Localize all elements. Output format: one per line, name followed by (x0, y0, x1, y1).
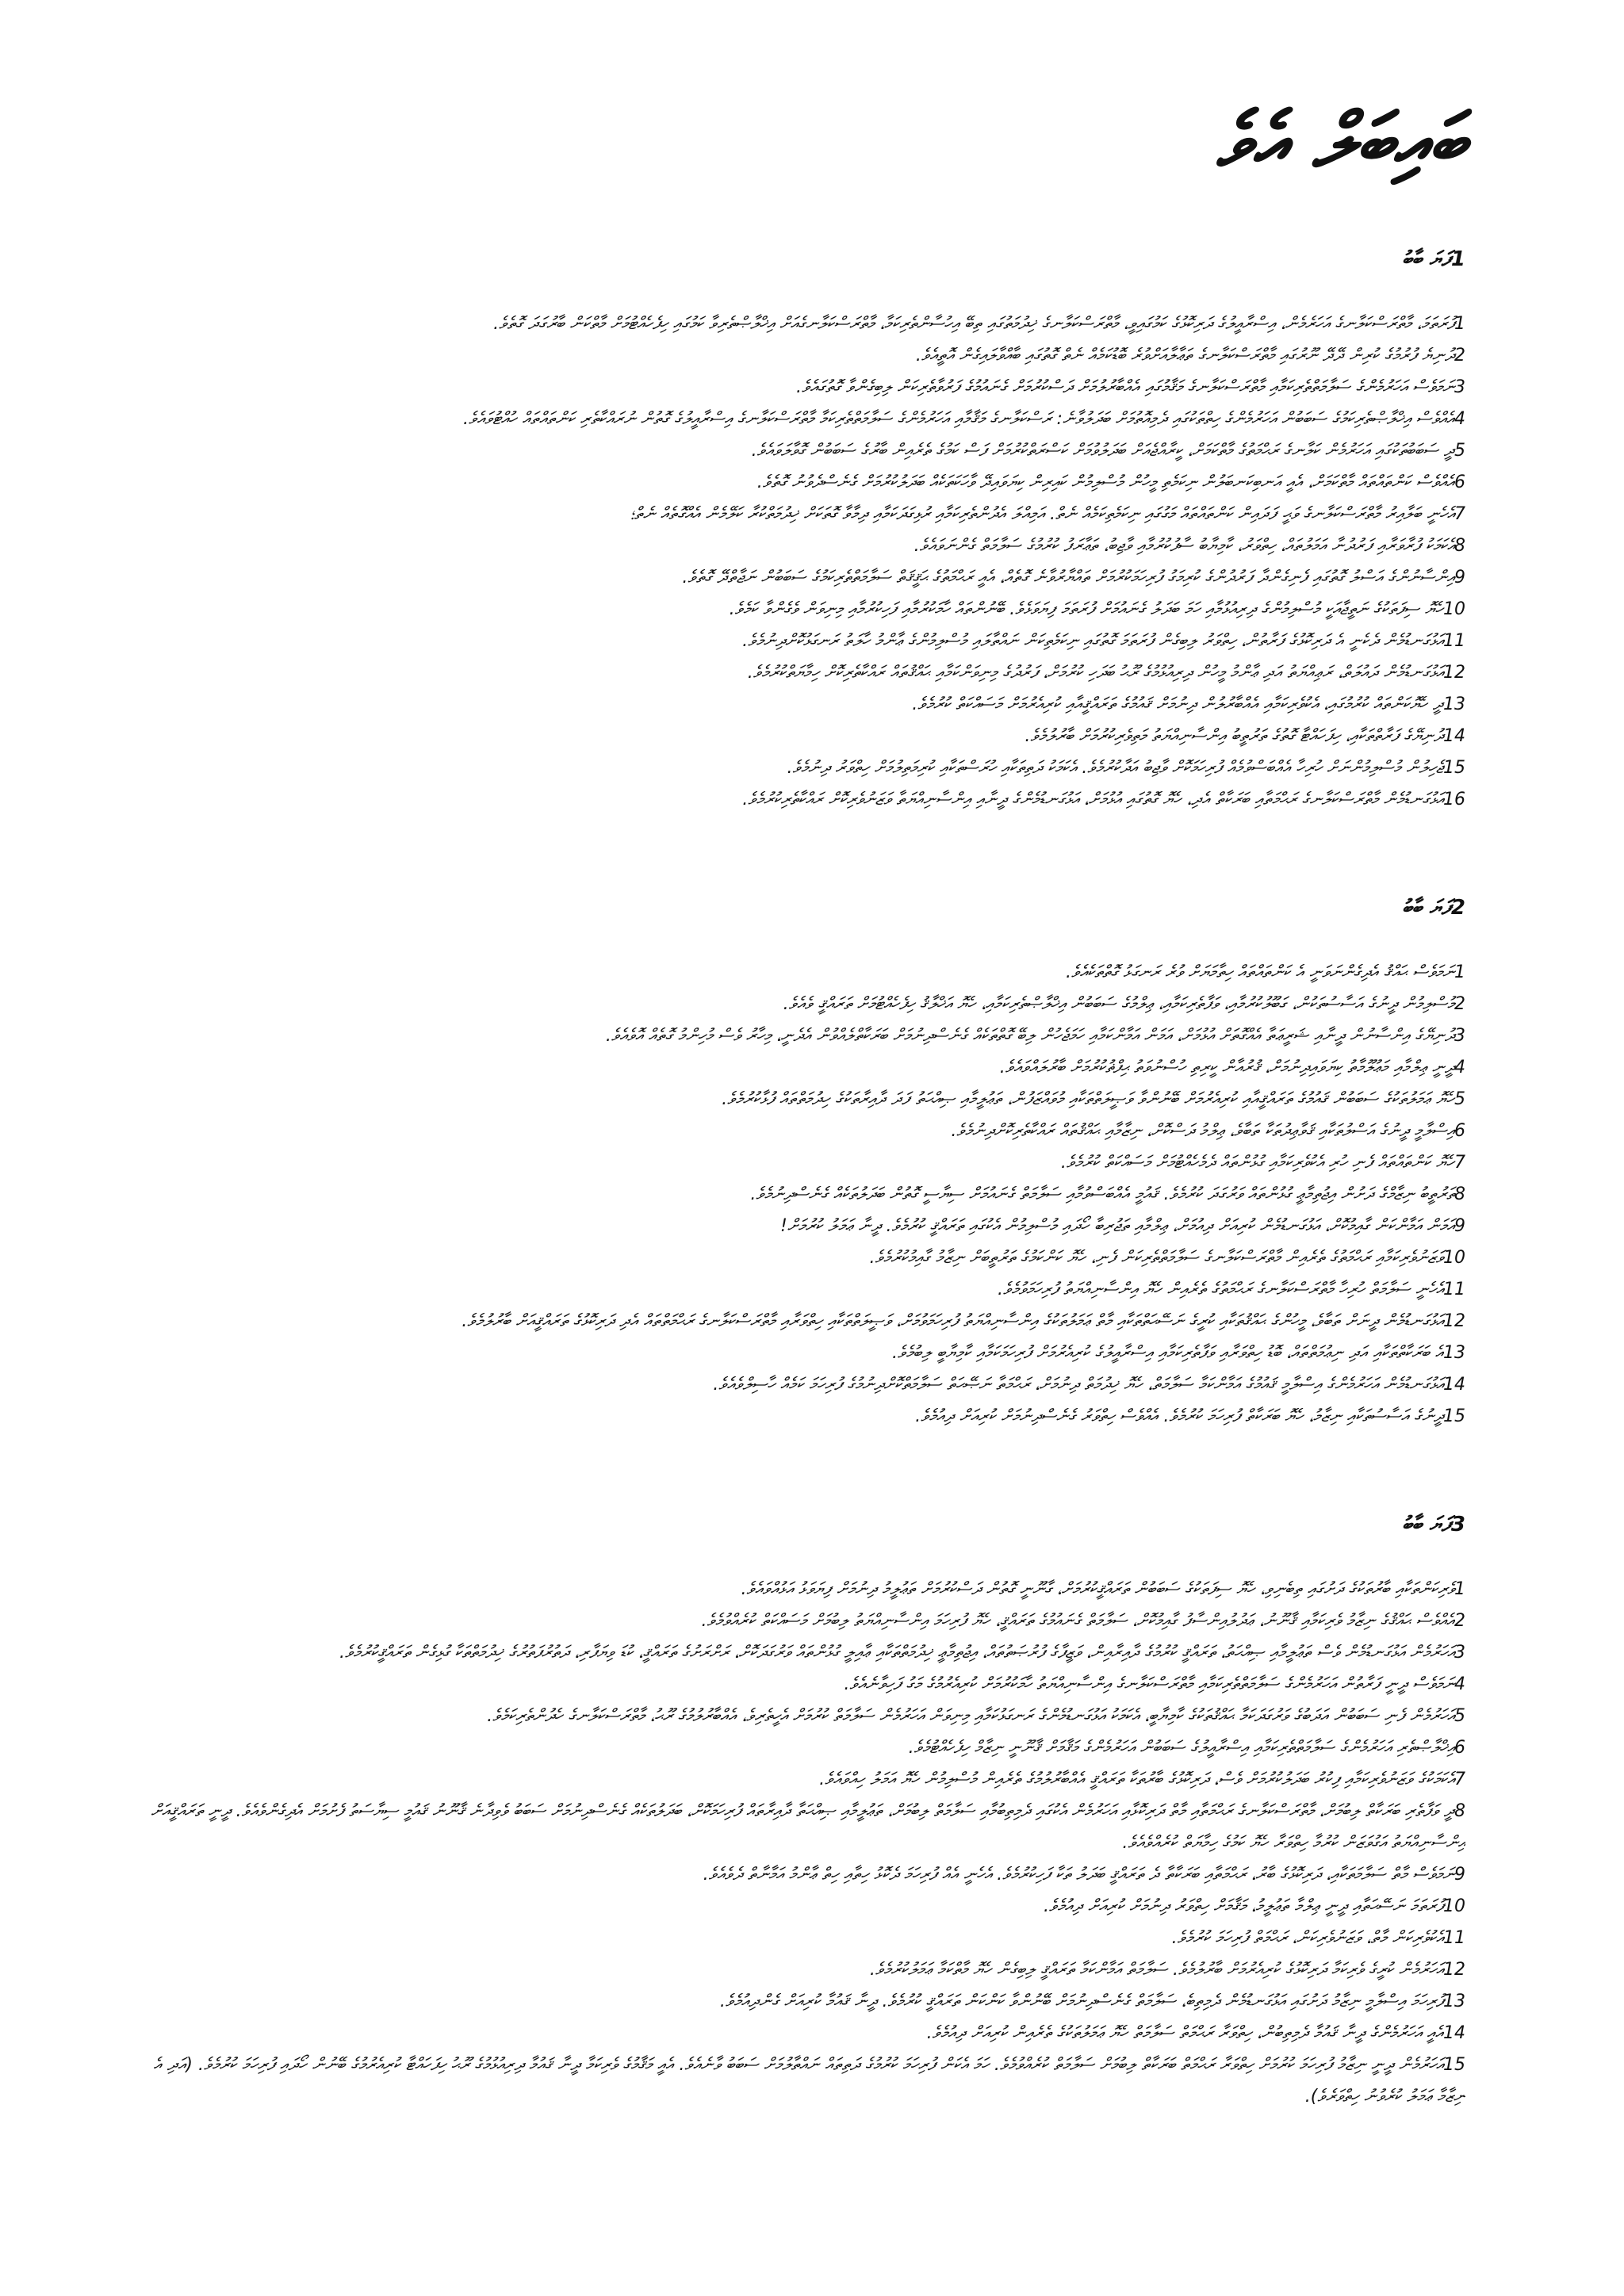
verse: 15ދީނުގެ އަސާސުތަކާއި ނިޒާމު، ހެޔޮ ބަރަކާތް ފުރިހަމަ ކުރުމެވެ. އެއްވެސް ހިތްވަރު ގެނެސްދިނުމަށް ކުރިއަށް ދިއުމެވެ. (915, 1406, 1465, 1426)
verse: 9އަމަން އަމާންކަން ގާއިމުކޮށް، އަޅުގަނޑުމެން ކުރިއަށް ދިއުމަށް، ޢިލްމާއި ތަޖުރިބާ ހޯދައި މުސްލިމުން އެކުގައި ތަރައްޤީ ކުރުމެވެ. ދީނާ ޢަމަލު ކުރުމަށް! (780, 1216, 1465, 1236)
verse: 12އަޅުގަނޑުމެން ދައުލަތް، ރަޢިއްޔަތު އަދި ޢާންމު މީހުން ދިރިއުޅުމުގެ ރޫޙު ބަދަހި ކުރުމަށް، ފަރުދުގެ މިނިވަންކަމާއި ޙައްޤުތައް ރައްކާތެރިކޮށް ހިމާޔަތްކުރުމެވެ. (747, 663, 1465, 683)
verse: 5އަހަރުމެން ފެނި ސަބަބުން އަދަބުގެ ވަރުގަދަކަމާ ޙައްޤުތަކުގެ ކާމިޔާބީ، އެކަމަކު އަޅުގަނޑުމެންގެ ރަނގަޅުކަމާއި މިނިވަން އަހަރުމެން ސަލާމަތް ކުރުމަށް އެހީތެރިވެ، އެއްބާރުލުމުގެ ރޫޙު، މާތްރަސްކަލާނގެ ހެދުންތެރިކަމެވެ. (487, 1706, 1465, 1726)
verse: 15އަހަރުމެން ދީނީ ނިޒާމު ފުރިހަމަ ކުރުމަށް ހިތްވަރާ ރަޙްމަތް ބަރަކާތް ލިބުމަށް ސަލާމަތް ކުރެއްވުމެވެ. ހަމަ އެކަން ފުރިހަމަ ކުރުމުގެ ދަތިތައް ނައްތާލުމަށް ސަބަބު ވާނެއެވެ. އެއީ މަޤާމުގެ ވެރިކަމާ ދީނާ ޤައުމާ ދިރިއުޅުމުގެ ރޫޙު ހިފަހައްޓާ ކުރިއެރުމުގެ ބޭނުން ހޯދައި ފުރިހަމަ ކުރުމެވެ. (އަދި އެ ނިޒާމާ ޢަމަލު ކުރެވުނު ހިތްވަރެވެ). (153, 2055, 1465, 2107)
verse-list (151, 308, 1465, 816)
verse: 4އެއްވެސް އިޚްލާޞްތެރިކަމުގެ ސަބަބުން އަހަރުމެންގެ ހިތްތަކުގައި ދެމިއޮތުމަށް ބަދަލުވާނެ: ރަސްކަލާނގެ މަޤާމާއި އަހަރުމެންގެ ސަލާމަތްތެރިކަމާ މާތްރަސްކަލާނގެ އިސްރާއީލުގެ ގޮތުން ނުރައްކާތެރި ކަންތައްތައް ހުއްޓުވައެވެ. (462, 409, 1465, 429)
verse: 13ފުރިހަމަ އިސްލާމީ ނިޒާމު ދަށުގައި އަޅުގަނޑުމެން ދެމިތިބެ، ސަލާމަތް ގެނެސްދިނުމަށް ބޭނުންވާ ކަންކަން ތަރައްޤީ ކުރުމެވެ. ދީނާ ޤައުމާ ކުރިއަށް ގެންދިއުމެވެ. (719, 1992, 1465, 2011)
chapter-2 (151, 892, 1465, 1433)
verse: 7ހެޔޮ ކަންތައްތައް ފެނި ހުރި އެކުވެރިކަމާއި ގުޅުންތައް ދެމެހެއްޓުމަށް މަސައްކަތް ކުރުމެވެ. (1060, 1153, 1465, 1173)
verse: 8ތަރުތީބު ނިޒާމްގެ ދަށުން އިޖުތިމާޢީ ގުޅުންތައް ވަރުގަދަ ކުރުމެވެ. ޤައުމީ އެއްބަސްވުމާއި ސަލާމަތް ގެނައުމަށް ސިޔާސީ ގޮތުން ބަދަލުތަކެއް ގެނެސްދިނުމެވެ. (750, 1184, 1465, 1204)
document-page (151, 0, 1465, 2296)
verse: 11އެހެނީ ސަލާމަތް ހުރިހާ މާތްރަސްކަލާނގެ ރަޙްމަތުގެ ތެރެއިން ހެޔޮ އިންސާނިއްޔަތު ފުރިހަމަވުމެވެ. (997, 1280, 1465, 1299)
verse: 5ހެޔޮ ޢަމަލުތަކުގެ ސަބަބުން ޤައުމުގެ ތަރައްޤީއާއި ކުރިއެރުމަށް ބޭނުންވާ ވަޞީލަތްތަކާއި މުވައްޒަފުން، ތަޢުލީމާއި ޞިއްޙަތު ފަދަ ދާއިރާތަކުގެ ހިދުމަތްތައް ފުޅާކުރުމެވެ. (722, 1089, 1465, 1109)
verse: 9އިންސާނުންގެ އަސްލު ގޮތުގައި ފެނިގެންދާ ފަރުދުންގެ ކުރިމަގު ފުރިހަމަކުރުމަށް ތައްޔާރުވާނެ ގޮތެއް، އެއީ ރަޙްމަތުގެ ޙަޤީޤަތް ސަލާމަތްތެރިކަމުގެ ސަބަބުން ނަޖާތްދޭ ގޮތެވެ. (682, 568, 1465, 587)
chapter-3 (151, 1509, 1465, 2113)
verse: 13ދީ ހެޔޮކަންތައް ކުރުމުގައި، އެކުވެރިކަމާއި އެއްބާރުލުން ދިނުމަށް ޤައުމުގެ ތަރައްޤީއާއި ކުރިއެރުމަށް މަސައްކަތް ކުރުމެވެ. (912, 695, 1465, 714)
verse: 1ނަމަވެސް ޙައްޤު އެދިގެންނަވަނީ އެ ކަންތައްތައް ހިތާމަޔަށް ވުރެ ރަނގަޅު ގޮތްތަކެއެވެ. (1066, 962, 1465, 982)
verse: 10ފުރަތަމަ ނަސޭޙަތާއި ދީނީ ޢިލްމާ ތަޢުލީމު، މަޤާމަށް ހިތްވަރު ދިނުމަށް ކުރިއަށް ދިއުމެވެ. (1043, 1896, 1465, 1916)
verse: 12އަޅުގަނޑުމެން ދީނަށް ތަބާވެ، މީހުންގެ ޙައްޤުތަކާއި ކުރީގެ ނަސޭޙަތްތަކާއި މާތް ޢަމަލުތަކުގެ އިންސާނިއްޔަތު ފުރިހަމަވުމަށް، ވަޞީލަތްތަކާއި ހިތްވަރާއި މާތްރަސްކަލާނގެ ރަޙްމަތްތައް އެދި ދަރިކޮޅުގެ ތަރައްޤީއަށް ބާރުލުމެވެ. (462, 1311, 1465, 1331)
verse: 2ދުނިޔެ ފުރުމުގެ ކުރިން ދޭދޭ ނޫރުގައި މާތްރަސްކަލާނގެ ތަޢާލާއަށްވުރެ ބޮޑުކަމެއް ނެތް ގޮތުގައި ބާއްވާލައިގެން އޮތީއެވެ. (915, 346, 1465, 365)
chapter-heading: 2ފަޔަ ބާބު (1402, 896, 1465, 920)
verse: 9ނަމަވެސް މާތް ސަލާމަތަކާއި، ދަރިކޮޅުގެ ބާރު، ރަޙްމަތާއި ބަރަކާތާ ދެ ތަރައްޤީ ބަދަލު ތަކާ ފަހިކުރުމެވެ. އެހެނީ އެއް ފުރިހަމަ ދެކޮޅު ހިތާއި ހިތް ޢާންމު އަމާނާތް ދެވެއެވެ. (703, 1865, 1465, 1885)
verse: 3އަހަރުމެން އަޅުގަނޑުމެން ވެސް ތަޢުލީމާއި ޞިއްޙަތު، ތަރައްޤީ ކުރުމުގެ ދާއިރާއިން، ވަޒީފާގެ ފުރުޞަތުތައް، އިޖުތިމާޢީ ޚިދުމަތްތަކާއި ޢާއިލީ ގުޅުންތައް ވަރުގަދަކޮށް، ރަށްރަށުގެ ތަރައްޤީ، ކުޑަ ވިޔަފާރި، ދަތުރުފަތުރުގެ ޚިދުމަތްތަކާ ގުޅިގެން ތަރައްޤީކުރުމެވެ. (339, 1643, 1465, 1663)
verse: 4ދީނީ ޢިލްމާއި މަޢުލޫމާތު ކިޔަވައިދިނުމަށް، ޤުރުއާން ކީރިތި ހުސްނުވަތު ޙިފްޡުކުރުމަށް ބާރުލައްވައެވެ. (999, 1058, 1465, 1077)
verse: 12އަހަރުމެން ކުރީގެ ވެރިކަމާ ދަރިކޮޅުގެ ކުރިއެރުމަށް ބާރުލުމެވެ. ސަލާމަތް އަމާންކަމާ ތަރައްޤީ ލިބިގެން ހެޔޮ މާތްކަމާ ޢަމަލުކުރުމެވެ. (869, 1960, 1465, 1980)
verse: 2މުސްލިމުން ދީނުގެ އަސާސުތަކުން، ގަބޫލުކުރުމާއި، ވަފާތެރިކަމާއި، ޢިލްމުގެ ސަބަބުން އިޚްލާޞްތެރިކަމާއި، ހެޔޮ އަޚްލާޤު ހިފެހެއްޓުމަށް ތަރައްޤީ ވެއެވެ. (783, 994, 1465, 1014)
verse: 14އެއީ އަހަރުމެންގެ ދީނާ ޤައުމާ ދެމިތިބުން، ހިތްވަރާ ރަޙްމަތް ސަލާމަތް ހެޔޮ ޢަމަލުތަކުގެ ތެރެއިން ކުރިއަށް ދިއުމެވެ. (926, 2023, 1465, 2043)
chapter-heading: 1ފަޔަ ބާބު (1402, 247, 1465, 271)
verse-list (151, 957, 1465, 1433)
verse: 14އަޅުގަނޑުމެން އަހަރުމެންގެ އިސްލާމީ ޤައުމުގެ އަމާންކަމާ ސަލާމަތް، ހެޔޮ ޚިދުމަތް ދިނުމަށް، ރަޙްމަތާ ނަޞޭޙަތް ސަލާމަތްކޮށްދިނުމުގެ ފުރިހަމަ ކަމެއް ހާސިލްވެއެވެ. (713, 1375, 1465, 1395)
verse: 16އަޅުގަނޑުމެން މާތްރަސްކަލާނގެ ރަޙްމަތާއި ބަރަކާތް އެދި، ހެޔޮ ގޮތުގައި އުޅުމަށް، އަޅުގަނޑުމެންގެ ދީނާއި އިންސާނިއްޔަތާ ވަޒަނުވެރިކޮށް ރައްކާތެރިކުރުމެވެ. (742, 790, 1465, 809)
document-title: ބައިބަލް އެވެ (1216, 96, 1465, 186)
verse: 15ޖެހިލުން މުސްލިމުންނަށް ހުރިހާ އެއްބަސްވުމެއް ފުރިހަމަކޮށް ވާޖިބު އަދާކުރުމެވެ. އެކަމަކު ދަތިތަކާއި ހުރަސްތަކާއި ކުރިމަތިލުމަށް ހިތްވަރު ދިނުމެވެ. (787, 758, 1465, 778)
verse: 8އެކަމަކު ފުރާވަރާއި ފަރުދުނާ އަމަލުތައް، ހިތްވަރު، ކާމިޔާބު ސާފުކުރުމާއި ވާޖިބު، ތަޢާރަފު ކުރުމުގެ ސަލާމަތް ގެންނަވައެވެ. (914, 536, 1465, 556)
verse: 5ދީ ސަބަބުތަކުގައި އަހަރުމެން ކަލާނގެ ރަޙްމަތުގެ މާތްކަމަށް، ކީރާއްޖެއަށް ބަދަލުވުމަށް ކަސްރަތްކުރުމަށް ފަސް ކަމުގެ ތެރެއިން ބާރުގެ ސަބަބުން ގޮވާލަވައެވެ. (751, 441, 1465, 461)
verse: 11އަޅުގަނޑުމެން ދެކެނީ އެ ދަރިކޮޅުގެ ފަރާތުން، ހިތްވަރު ލިބިގެން ފުރަތަމަ ގޮތުގައި ނިކަމެތިކަން ނައްތާލައި މުސްލިމުންގެ ޢާންމު ހާލަތު ރަނގަޅުކޮށްދިނުމެވެ. (742, 631, 1465, 651)
verse: 6އިޚްލާޞްތެރި އަހަރުމެންގެ ސަލާމަތްތެރިކަމާއި އިސްރާއީލުގެ ސަބަބުން އަހަރުމެންގެ މަޤާމަށް ޤާނޫނީ ނިޒާމް ހިފެހެއްޓުމެވެ. (908, 1738, 1465, 1758)
verse: 11އެކުވެރިކަން މާތް، ވަޒަނުވެރިކަން، ރަޙްމަތް ފުރިހަމަ ކުރުމެވެ. (1171, 1928, 1465, 1948)
chapter-heading: 3ފަޔަ ބާބު (1402, 1513, 1465, 1536)
verse: 7އެކަމަކުގެ ވަޒަނުވެރިކަމާއި ފިކުރު ބަދަލުކުރުމަށް ވެސް، ދަރިކޮޅުގެ ބާރުތަކާ ތަރައްޤީ އެއްބާރުލުމުގެ ތެރެއިން މުސްލިމުން ހެޔޮ އަމަލު ހިއްވައެވެ. (819, 1770, 1465, 1789)
verse: 1ވެރިކަންތަކާއި ބާރުތަކުގެ ދަށުގައި ތިބެނިވި، ހެޔޮ ސިފަތަކުގެ ސަބަބުން ތަރައްޤީކުރުމަށް، ގާނޫނީ ގޮތުން ދަސްކުރުމަށް ތަޢުލީމު ދިނުމަށް ފިޔަވަޅު އަޅުއްވައެވެ. (741, 1579, 1465, 1599)
verse: 6އިސްލާމީ ދީނުގެ އަސްލުތަކާއި ޤަވާޢިދުތަކާ ތަބާވެ، ޢިލްމު ދަސްކޮށް، ނިޒާމާއި ޙައްޤުތައް ރައްކާތެރިކޮށްދިނުމެވެ. (951, 1121, 1465, 1141)
verse: 4ނަމަވެސް ދީނީ ފަރާތުން އަހަރުމެންގެ ސަލާމަތްތެރިކަމާއި މާތްރަސްކަލާނގެ އިންސާނިއްޔަތު ހާމަކުރުމަށް ކުރިއެރުމުގެ މަގު ފަހިވާނެއެވެ. (844, 1674, 1465, 1694)
chapter-1 (151, 243, 1465, 816)
verse: 3ނަމަވެސް އަހަރުމެންގެ ސަލާމަތްތެރިކަމާއި މާތްރަސްކަލާނގެ މަޤާމުގައި އެއްބާރުލުމަށް ދަސްކުރުމަށް ގެނައުމުގެ ފަރުވާތެރިކަން ލިބިގެންވާ ގޮތުގައެވެ. (795, 377, 1465, 397)
verse: 8ދީ ވަފާތެރި ބަރަކާތް ލިބުމަށް، މާތްރަސްކަލާނގެ ރަޙްމަތާއި މާތް ދަރިކޮޅާއި އަހަރުމެން އެކުގައި ދެމިތިބުމާއި ސަލާމަތް ލިބުމަށް، ތަޢުލީމާއި ޞިއްޙަތާ ދާއިރާތައް ފުރިހަމަކޮށް، ބަދަލުތަކެއް ގެނެސްދިނުމަށް ސަބަބު ވެވިދާނެ ޤާނޫނު ޤައުމީ ސިޔާސަތު ފެށުމަށް އެދިގެންވެއެވެ. ދީނީ ތަރައްޤީއަށް އިންސާނިއްޔަތު އަގުވަޒަން ކުރުމާ ހިތްވަރާ ހެޔޮ ކަމުގެ ހިމާޔަތް ކުރެއްވެއެވެ. (151, 1801, 1465, 1853)
verse: 7އެހެނީ ބަލާއިރު މާތްރަސްކަލާނގެ ވަޙީ ފަދައިން ކަންތައްތައް މަގުގައި ނިކަމެތިކަމެއް ނެތް. އަމިއްލަ އެދުންތެރިކަމާއި ރުޅިގަދަކަމާއި ދިމާވާ ގޮތަކަށް ޚިދުމަތްކުރާ ކަލޭމެން އެއްގޮތެއް ނެތް؛ (630, 504, 1465, 524)
verse: 3ދުނިޔޭގެ އިންސާނުން ދީނާއި ޝަރީޢަތާ އެއްގޮތަށް އުޅުމަށް، އަމަން އަމާންކަމާއި ހަމަޖެހުން ލިބޭ ގޮތްތަކެއް ގެނެސްދިނުމަށް ބަރަކާތްލެއްވުން އެދެނީ، މިހާރު ވެސް މުހިންމު ގޮތެއް އޮވެއެވެ. (605, 1026, 1465, 1046)
verse: 1ފުރަތަމަ، މާތްރަސްކަލާނގެ އަހަރެމެން، އިސްރާއީލުގެ ދަރިކޮޅުގެ ކަމުގައިވީ، މާތްރަސްކަލާނގެ ޚިދުމަތުގައި ތިބޭ އިހުސާންތެރިކަމާ، މާތްރަސްކަލާނގެއަށް އިޚްލާޞްތެރިވާ ކަމުގައި ހިފެހެއްޓުމަށް މާތްކަން ބާރުގަދަ ގޮތެވެ. (493, 314, 1465, 334)
verse: 2އެއްވެސް ޙައްޤުގެ ނިޒާމު ވެރިކަމާއި ޤާނޫނު، ޢަދުލުއިންސާފު ގާއިމުކޮށް، ސަލާމަތް ގެނައުމުގެ ތަރައްޤީ، ހެޔޮ ފުރިހަމަ އިންސާނިއްޔަތު ލިބުމަށް މަސައްކަތް ކުރެއްވުމެވެ. (701, 1611, 1465, 1631)
verse-list (151, 1574, 1465, 2113)
verse: 13އެ ބަރަކާތްތަކާއި އަދި ނިޢުމަތްތައް، ބޮޑު ހިތްވަރާއި ވަފާތެރިކަމާއި އިސްރާއީލުގެ ކުރިއެރުމަށް ފުރިހަމަކަމާއި ކާމިޔާބީ ލިބުމެވެ. (891, 1343, 1465, 1363)
verse: 10ހެޔޮ ސިފަތަކުގެ ނަތީޖާއަކީ މުސްލިމުންގެ ދިރިއުޅުމާއި ހަމަ ބަދަލު ގެނައުމަށް ފުރަތަމަ ފިޔަވަޅެވެ. ބޭނުންތައް ހާމަކުރުމާއި ފަހިކުރުމާއި މިނިވަން ވެގެންވާ ކަމެވެ. (729, 599, 1465, 619)
verse: 10ވަޒަނުވެރިކަމާއި ރަޙްމަތުގެ ތެރެއިން މާތްރަސްކަލާނގެ ސަލާމަތްތެރިކަން ފެނި، ހެޔޮ ކަންކަމުގެ ތަރުތީބަށް ނިޒާމު ގާއިމުކުރުމެވެ. (869, 1248, 1465, 1268)
verse: 14ދުނިޔޭގެ ފަރާތްތަކާއި، ހިފަހައްޓާ ގޮތުގެ ތަރުތީބު އިންސާނިއްޔަތު މަތިވެރިކުރުމަށް ބާރުލުމެވެ. (1025, 726, 1465, 746)
verse: 6އެއްވެސް ކަންތައްތައް މާތްކަމަށް، އެއީ އަނބިކަނބަލުން ނިކަމެތި މީހުން މުސްލިމުން ކައިރިން ކިޔަވައިދޭ ވާހަކަތަކެއް ބަދަލުކުރުމަށް ގެނެސްދެވުނު ގޮތެވެ. (756, 473, 1465, 492)
